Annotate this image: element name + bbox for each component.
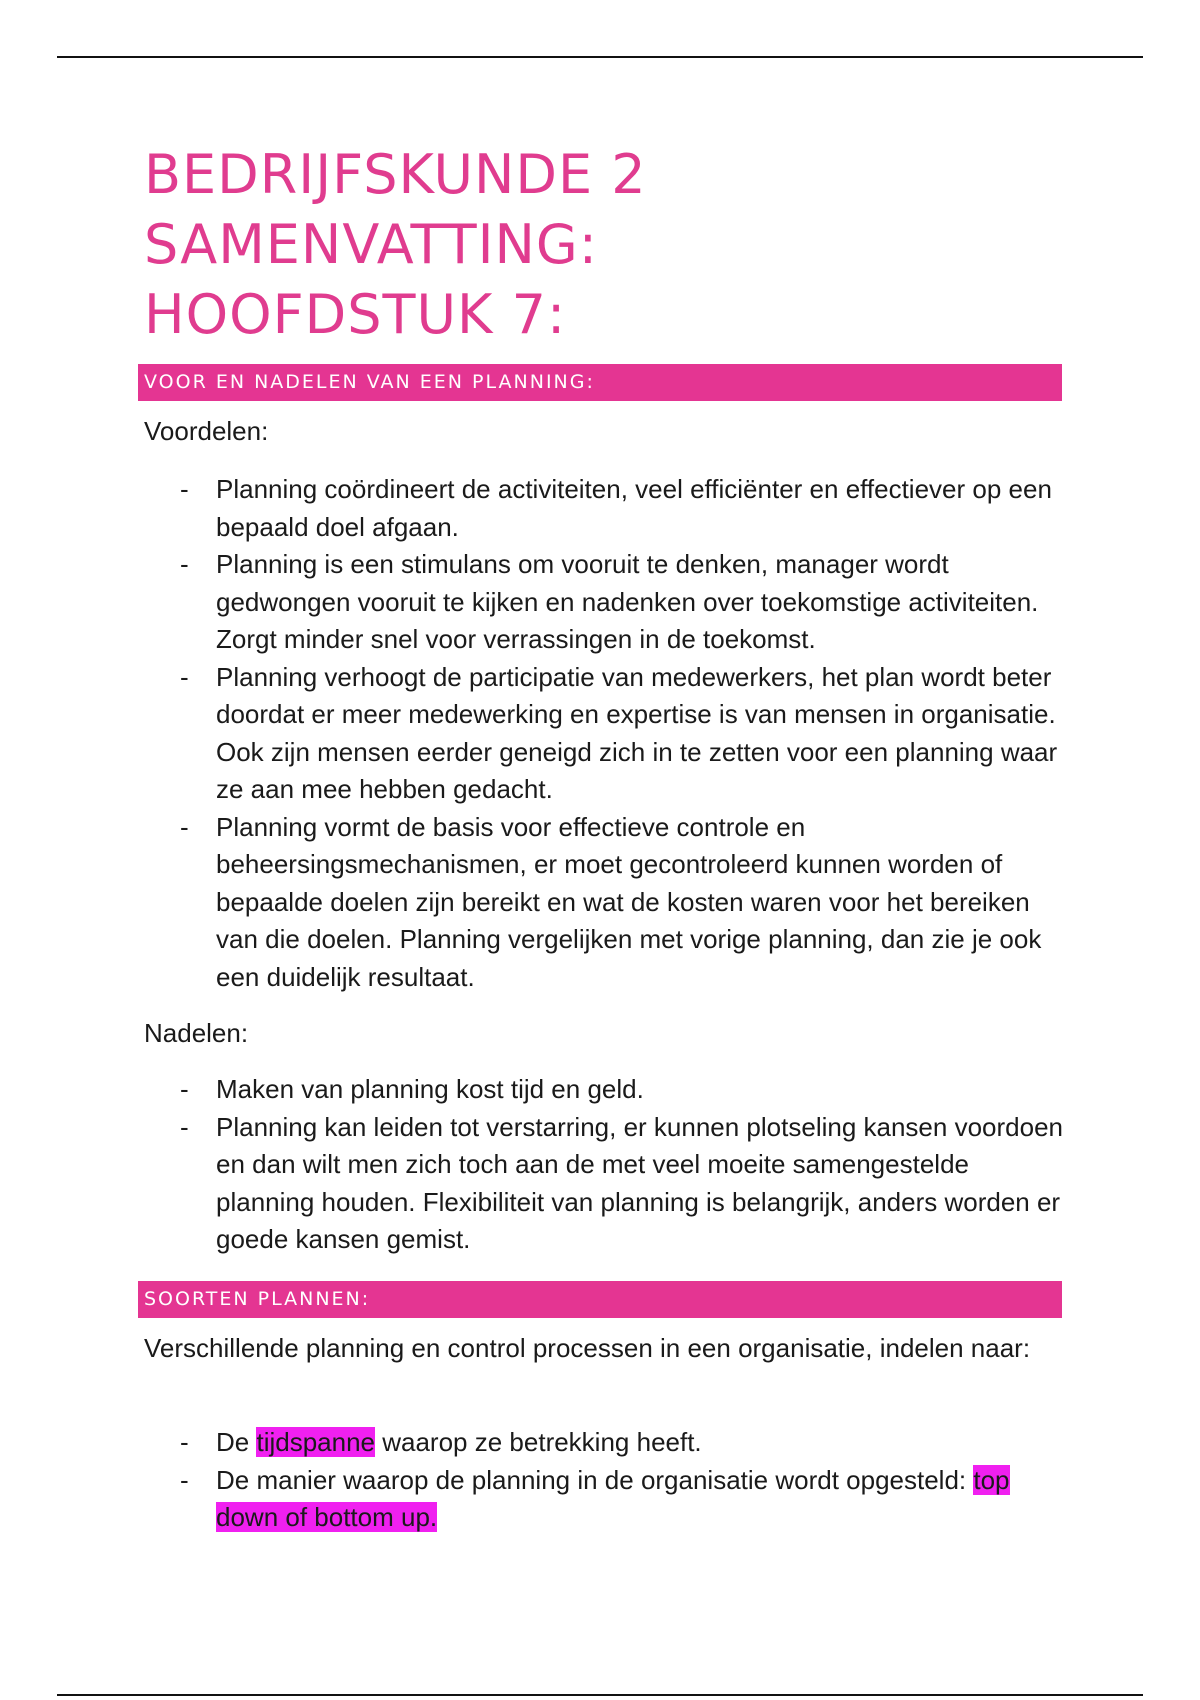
bullet-dash: - — [180, 1464, 189, 1495]
list-item — [144, 1424, 1064, 1462]
list-item — [144, 1462, 1064, 1537]
list-item — [144, 659, 1064, 809]
bullet-dash: - — [180, 811, 189, 842]
title-line-3: HOOFDSTUK 7: — [144, 283, 567, 346]
list-item — [144, 809, 1064, 997]
item1-pre-text: De — [216, 1427, 257, 1457]
list-item-text: Maken van planning kost tijd en geld. — [216, 1074, 644, 1104]
bullet-dash: - — [180, 1427, 189, 1457]
voordelen-label: Voordelen: — [144, 416, 269, 446]
list-item-text — [216, 1427, 702, 1457]
bottom-rule — [57, 1694, 1143, 1696]
document-title — [144, 140, 647, 350]
list-item-text: Planning kan leiden tot verstarring, er kunnen plotseling kansen voordoen en dan wilt men zich toch aan de met veel moeite samengestelde planning houden. Flexibiliteit van planning is belangrijk, anders worden er goede kansen gemist. — [216, 1111, 1063, 1254]
nadelen-list — [144, 1071, 1064, 1259]
list-item-text: Planning is een stimulans om vooruit te denken, manager wordt gedwongen vooruit te kijken en nadenken over toekomstige activiteiten. Zorgt minder snel voor verrassingen in de toekomst. — [216, 549, 1039, 654]
bullet-dash: - — [180, 549, 189, 579]
top-rule — [57, 56, 1143, 58]
bullet-dash: - — [180, 474, 189, 504]
list-item — [144, 471, 1064, 546]
highlight-top-down-bottom-up: top down of bottom up. — [216, 1464, 1010, 1532]
soorten-intro: Verschillende planning en control processen in een organisatie, indelen naar: — [144, 1333, 1031, 1363]
list-item — [144, 1071, 1064, 1109]
list-item-text: Planning vormt de basis voor effectieve controle en beheersingsmechanismen, er moet gecontroleerd kunnen worden of bepaalde doelen zijn bereikt en wat de kosten waren voor het bereiken van die doelen. Planning vergelijken met vorige planning, dan zie je ook een duidelijk resultaat. — [216, 811, 1042, 992]
list-item — [144, 546, 1064, 659]
list-item-text: Planning coördineert de activiteiten, veel efficiënter en effectiever op een bepaald doel afgaan. — [216, 474, 1052, 542]
section-heading-voor-en-nadelen: VOOR EN NADELEN VAN EEN PLANNING: — [138, 364, 1062, 401]
list-item-text: Planning verhoogt de participatie van medewerkers, het plan wordt beter doordat er meer medewerking en expertise is van mensen in organisatie. Ook zijn mensen eerder geneigd zich in te zetten voor een planning waar ze aan mee hebben gedacht. — [216, 661, 1058, 804]
bullet-dash: - — [180, 1074, 189, 1104]
title-line-1: BEDRIJFSKUNDE 2 — [144, 143, 647, 206]
list-item — [144, 1109, 1064, 1259]
voordelen-list — [144, 471, 1064, 996]
section-heading-soorten-plannen: SOORTEN PLANNEN: — [138, 1281, 1062, 1318]
highlight-tijdspanne: tijdspanne — [256, 1427, 376, 1457]
nadelen-label: Nadelen: — [144, 1018, 249, 1048]
bullet-dash: - — [180, 1111, 189, 1142]
bullet-dash: - — [180, 661, 189, 692]
title-line-2: SAMENVATTING: — [144, 213, 598, 276]
item1-post-text: waarop ze betrekking heeft. — [375, 1427, 702, 1457]
list-item-text — [216, 1465, 1010, 1533]
soorten-list — [144, 1424, 1064, 1537]
item2-text: De manier waarop de planning in de organisatie wordt opgesteld: — [216, 1464, 974, 1495]
